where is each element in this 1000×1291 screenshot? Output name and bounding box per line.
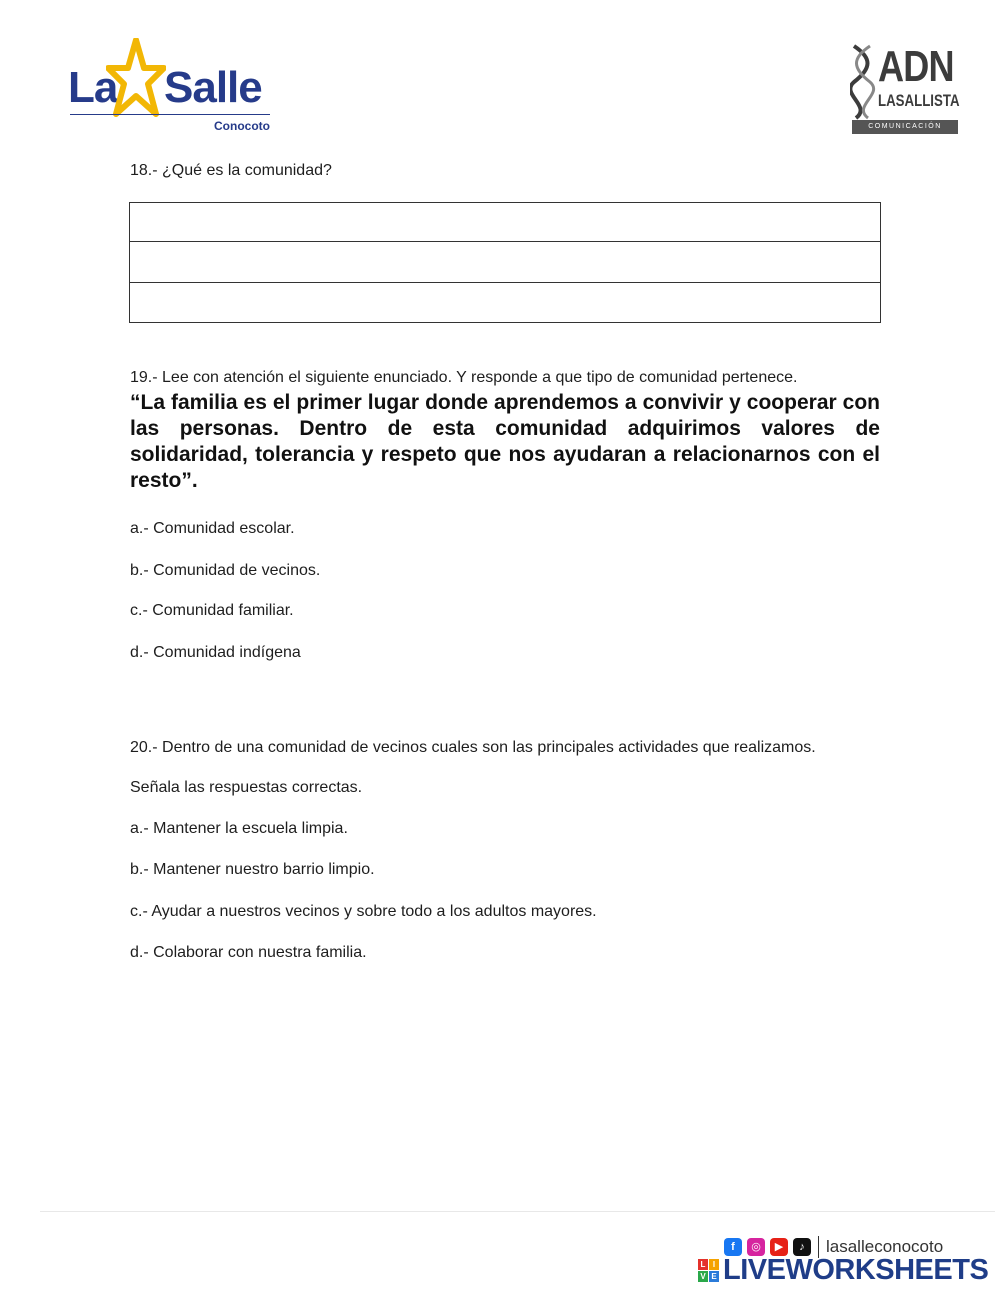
liveworksheets-brand: LIVEWORKSHEETS	[723, 1254, 989, 1286]
footer-divider	[40, 1211, 995, 1212]
mark-letter: E	[709, 1271, 719, 1282]
question-18-answer-box[interactable]	[129, 202, 881, 323]
mark-letter: L	[698, 1259, 708, 1270]
adn-title: ADN	[878, 42, 954, 91]
question-19-prompt: 19.- Lee con atención el siguiente enunciado. Y responde a que tipo de comunidad pertenece.	[130, 369, 798, 386]
la-salle-logo	[66, 38, 276, 138]
logo-word-la: La	[68, 63, 118, 112]
youtube-icon: ▶	[770, 1238, 788, 1256]
question-20-option-a[interactable]: a.- Mantener la escuela limpia.	[130, 820, 348, 837]
question-19-option-c[interactable]: c.- Comunidad familiar.	[130, 602, 294, 619]
liveworksheets-mark-icon	[698, 1259, 720, 1283]
question-20-option-d[interactable]: d.- Colaborar con nuestra familia.	[130, 944, 367, 961]
mark-letter: I	[709, 1259, 719, 1270]
logo-word-salle: Salle	[164, 63, 262, 112]
question-20-option-b[interactable]: b.- Mantener nuestro barrio limpio.	[130, 861, 375, 878]
question-18-prompt: 18.- ¿Qué es la comunidad?	[130, 162, 332, 179]
question-19-quote: “La familia es el primer lugar donde aprendemos a convivir y cooperar con las personas. Dentro de esta comunidad adquirimos valores de solidaridad, tolerancia y respeto que nos ayudaran a relacionarnos con el resto”.	[130, 391, 880, 492]
social-handle: lasalleconocoto	[826, 1237, 944, 1256]
adn-lasallista-logo	[848, 44, 960, 136]
instagram-icon: ◎	[747, 1238, 765, 1256]
tiktok-icon: ♪	[793, 1238, 811, 1256]
facebook-icon: f	[724, 1238, 742, 1256]
logo-underline	[70, 114, 270, 115]
adn-tagline-bar	[852, 120, 958, 134]
star-icon	[106, 38, 166, 118]
answer-line-divider	[130, 241, 880, 242]
question-20-instruction: Señala las respuestas correctas.	[130, 779, 363, 796]
dna-helix-icon	[850, 44, 876, 120]
adn-tagline: COMUNICACIÓN	[868, 123, 942, 130]
question-20-option-c[interactable]: c.- Ayudar a nuestros vecinos y sobre todo a los adultos mayores.	[130, 903, 597, 920]
answer-line-divider	[130, 282, 880, 283]
question-20-prompt: 20.- Dentro de una comunidad de vecinos cuales son las principales actividades que realizamos.	[130, 739, 816, 756]
logo-subtitle: Conocoto	[214, 119, 270, 133]
question-19-option-d[interactable]: d.- Comunidad indígena	[130, 644, 301, 661]
question-19-option-a[interactable]: a.- Comunidad escolar.	[130, 520, 295, 537]
question-19-option-b[interactable]: b.- Comunidad de vecinos.	[130, 562, 321, 579]
mark-letter: V	[698, 1271, 708, 1282]
adn-subtitle: LASALLISTA	[878, 91, 960, 110]
